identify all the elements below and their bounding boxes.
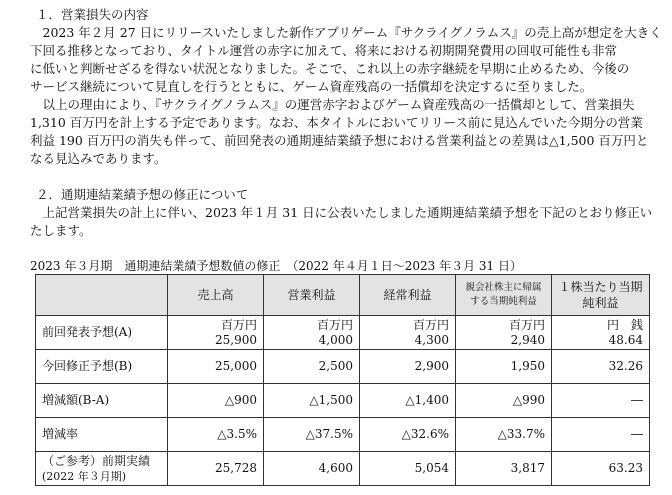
header-eps: １株当たり当期純利益 <box>552 275 650 316</box>
cell-value: 48.64 <box>608 332 643 347</box>
table-cell: 25,000 <box>168 350 264 384</box>
text-line: 2023 年２月 27 日にリリースいたしました新作アプリゲーム『サクライグノラムス』の売上高が想定を大きく <box>42 25 662 40</box>
table-row <box>36 316 650 350</box>
table-cell: △990 <box>456 384 552 418</box>
table-row <box>36 418 650 452</box>
section2-heading: ２．通期連結業績予想の修正について <box>36 187 249 202</box>
cell-value: 2,940 <box>510 332 545 347</box>
table-header-row <box>36 275 650 316</box>
unit-label: 円 銭 <box>606 317 643 332</box>
unit-label: 百万円 <box>412 317 449 332</box>
section1-paragraph2 <box>30 96 652 168</box>
header-operating-profit: 営業利益 <box>264 275 360 316</box>
table-cell: ― <box>552 418 650 452</box>
row-label: 前回発表予想(A) <box>36 316 168 350</box>
text-line: 以上の理由により、『サクライグノラムス』の運営赤字およびゲーム資産残高の一括償却として、営業損失 <box>42 97 635 112</box>
unit-label: 百万円 <box>316 317 353 332</box>
table-cell <box>168 316 264 350</box>
cell-value: 4,000 <box>318 332 353 347</box>
table-cell: △1,500 <box>264 384 360 418</box>
text-line: に低いと判断せざるを得ない状況となりました。そこで、これ以上の赤字継続を早期に止めるため、今後の <box>30 61 630 76</box>
header-ordinary-profit: 経常利益 <box>360 275 456 316</box>
row-label <box>36 452 168 486</box>
forecast-table <box>35 274 650 486</box>
row-label: 増減額(B-A) <box>36 384 168 418</box>
text-line: サービス継続について見直しを行うとともに、ゲーム資産残高の一括償却を決定するに至りました。 <box>30 79 593 94</box>
header-net-sales: 売上高 <box>168 275 264 316</box>
header-empty <box>36 275 168 316</box>
row-label-main: （ご参考）前期実績 <box>42 453 151 468</box>
unit-label: 百万円 <box>508 317 545 332</box>
table-row <box>36 452 650 486</box>
text-line: なる見込みであります。 <box>30 151 167 166</box>
section2-paragraph <box>30 204 652 240</box>
table-cell: 32.26 <box>552 350 650 384</box>
text-line: 利益 190 百万円の消失も伴って、前回発表の通期連結業績予想における営業利益との差異は△1,500 百万円と <box>30 133 649 148</box>
table-cell: 5,054 <box>360 452 456 486</box>
table-cell: 2,900 <box>360 350 456 384</box>
row-label-sub: (2022 年３月期) <box>42 469 127 483</box>
table-cell <box>264 316 360 350</box>
table-cell: 3,817 <box>456 452 552 486</box>
unit-label: 百万円 <box>220 317 257 332</box>
text-line: たします。 <box>30 223 92 238</box>
table-caption: 2023 年３月期 通期連結業績予想数値の修正 （2022 年４月１日～2023 年３月 31 日） <box>30 259 522 273</box>
row-label: 増減率 <box>36 418 168 452</box>
table-cell <box>456 316 552 350</box>
table-cell: 2,500 <box>264 350 360 384</box>
table-cell: △32.6% <box>360 418 456 452</box>
text-line: 1,310 百万円を計上する予定であります。なお、本タイトルにおいてリリース前に見込んでいた今期分の営業 <box>30 115 643 130</box>
header-net-income: 親会社株主に帰属する当期純利益 <box>456 275 552 316</box>
table-cell: △1,400 <box>360 384 456 418</box>
table-cell <box>360 316 456 350</box>
table-cell: △900 <box>168 384 264 418</box>
cell-value: 25,900 <box>215 332 257 347</box>
table-row <box>36 350 650 384</box>
text-line: 下回る推移となっており、タイトル運営の赤字に加えて、将来における初期開発費用の回収可能性も非常 <box>30 43 618 58</box>
section1-paragraph1 <box>30 24 662 96</box>
table-cell: 4,600 <box>264 452 360 486</box>
table-cell: 63.23 <box>552 452 650 486</box>
text-line: 上記営業損失の計上に伴い、2023 年１月 31 日に公表いたしました通期連結業績予想を下記のとおり修正い <box>42 205 653 220</box>
table-cell: △3.5% <box>168 418 264 452</box>
table-cell <box>552 316 650 350</box>
section1-heading: １．営業損失の内容 <box>36 7 149 22</box>
cell-value: 4,300 <box>414 332 449 347</box>
table-cell: △33.7% <box>456 418 552 452</box>
table-cell: 25,728 <box>168 452 264 486</box>
table-cell: ― <box>552 384 650 418</box>
row-label: 今回修正予想(B) <box>36 350 168 384</box>
table-cell: △37.5% <box>264 418 360 452</box>
table-row <box>36 384 650 418</box>
table-cell: 1,950 <box>456 350 552 384</box>
